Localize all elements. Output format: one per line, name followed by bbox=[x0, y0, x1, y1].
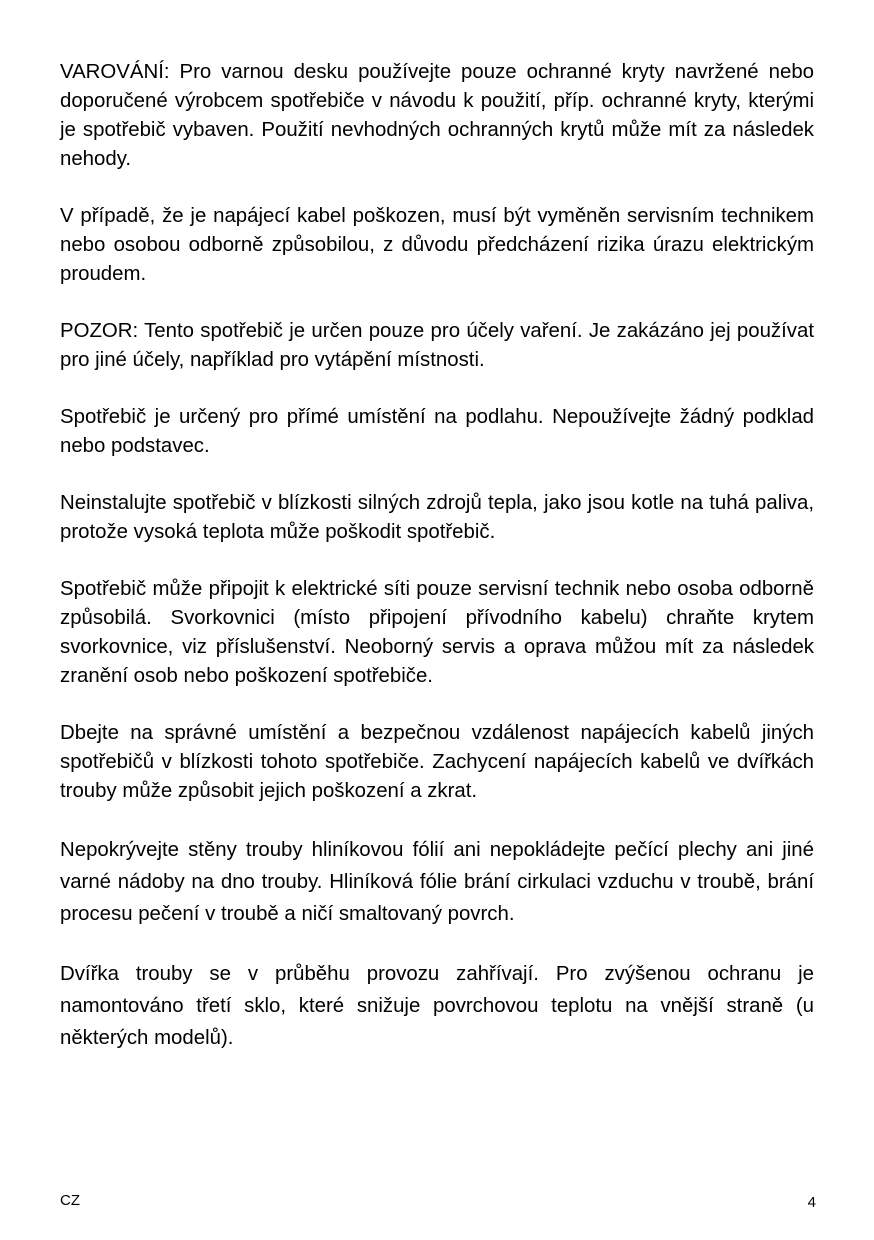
footer-page-number: 4 bbox=[807, 1194, 816, 1211]
power-cables-distance-paragraph: Dbejte na správné umístění a bezpečnou vzdálenost napájecích kabelů jiných spotřebičů v blízkosti tohoto spotřebiče. Zachycení napájecích kabelů ve dvířkách trouby může způsobit jejich poškození a zkrat. bbox=[60, 722, 814, 802]
floor-placement-paragraph: Spotřebič je určený pro přímé umístění na podlahu. Nepoužívejte žádný podklad nebo podstavec. bbox=[60, 406, 814, 457]
page-content bbox=[60, 58, 814, 1082]
aluminium-foil-paragraph: Nepokrývejte stěny trouby hliníkovou fólií ani nepokládejte pečící plechy ani jiné varné nádoby na dno trouby. Hliníková fólie brání cirkulaci vzduchu v troubě, brání procesu pečení v troubě a ničí smaltovaný povrch. bbox=[60, 839, 814, 925]
oven-door-heating-paragraph: Dvířka trouby se v průběhu provozu zahřívají. Pro zvýšenou ochranu je namontováno třetí sklo, které snižuje povrchovou teplotu na vnější straně (u některých modelů). bbox=[60, 963, 814, 1049]
heat-sources-paragraph: Neinstalujte spotřebič v blízkosti silných zdrojů tepla, jako jsou kotle na tuhá paliva, protože vysoká teplota může poškodit spotřebič. bbox=[60, 492, 814, 543]
damaged-power-cable-paragraph: V případě, že je napájecí kabel poškozen, musí být vyměněn servisním technikem nebo osobou odborně způsobilou, z důvodu předcházení rizika úrazu elektrickým proudem. bbox=[60, 205, 814, 285]
footer-language-code: CZ bbox=[60, 1192, 80, 1209]
warning-cooktop-covers-paragraph: VAROVÁNÍ: Pro varnou desku používejte pouze ochranné kryty navržené nebo doporučené výrobcem spotřebiče v návodu k použití, příp. ochranné kryty, kterými je spotřebič vybaven. Použití nevhodných ochranných krytů může mít za následek nehody. bbox=[60, 61, 814, 170]
caution-cooking-only-paragraph: POZOR: Tento spotřebič je určen pouze pro účely vaření. Je zakázáno jej používat pro jiné účely, například pro vytápění místnosti. bbox=[60, 320, 814, 371]
electrical-connection-paragraph: Spotřebič může připojit k elektrické síti pouze servisní technik nebo osoba odborně způsobilá. Svorkovnici (místo připojení přívodního kabelu) chraňte krytem svorkovnice, viz příslušenství. Neoborný servis a oprava můžou mít za následek zranění osob nebo poškození spotřebiče. bbox=[60, 578, 814, 687]
